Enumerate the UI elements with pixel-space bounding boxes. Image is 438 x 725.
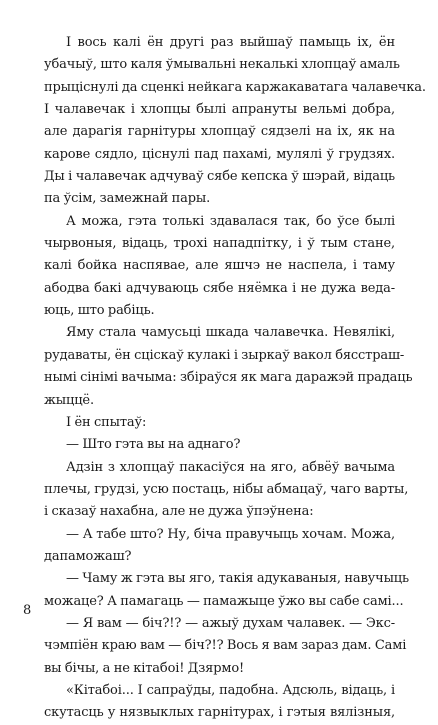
text-line: можаце? А памагаць — памажыце ўжо вы сабе самі... xyxy=(44,593,404,609)
text-line: абодва бакі адчуваюць сябе няёмка і не дужа веда- xyxy=(44,280,395,296)
text-line: вы бічы, а не кітабоі! Дзярмо! xyxy=(44,660,245,676)
text-line: — А табе што? Ну, біча правучыць хочам. Можа, xyxy=(66,526,395,542)
text-line: Адзін з хлопцаў пакасіўся на яго, абвёў вачыма xyxy=(66,459,395,475)
text-line: I чалавечак і хлопцы былі апрануты вельмі добра, xyxy=(44,102,395,118)
text-line: Яму стала чамусьці шкада чалавечка. Невялікі, xyxy=(66,325,395,341)
text-line: нымі сінімі вачыма: збіраўся як мага даражэй прадаць xyxy=(44,370,413,386)
text-line: «Кітабоі... I сапраўды, падобна. Адсюль, відаць, і xyxy=(66,682,395,698)
text-line: і сказаў нахабна, але не дужа ўпэўнена: xyxy=(44,504,314,520)
text-line: А можа, гэта толькі здавалася так, бо ўсе былі xyxy=(66,213,395,229)
text-line: дапаможаш? xyxy=(44,548,132,564)
page-number: 8 xyxy=(23,603,32,618)
text-line: па ўсім, замежнай пары. xyxy=(44,191,211,207)
text-line: — Я вам — біч?!? — ажыў духам чалавек. — Экс- xyxy=(66,615,395,631)
text-line: I вось калі ён другі раз выйшаў памыць іх, ён xyxy=(66,35,395,50)
text-line: але дарагія гарнітуры хлопцаў сядзелі на іх, як на xyxy=(44,124,395,140)
text-line: рудаваты, ён сціскаў кулакі і зыркаў вакол бясстраш- xyxy=(44,347,405,363)
text-line: прыціснулі да сценкі нейкага каржакаватага чалавечка. xyxy=(44,79,426,95)
text-line: Ды і чалавечак адчуваў сябе кепска ў шэрай, відаць xyxy=(44,169,395,185)
text-line: карове сядло, ціснулі пад пахамі, мулялі ў грудзях. xyxy=(44,146,395,162)
text-line: I ён спытаў: xyxy=(66,414,147,430)
text-line: — Чаму ж гэта вы яго, такія адукаваныя, навучыць xyxy=(66,571,409,587)
text-line: чэмпіён краю вам — біч?!? Вось я вам зараз дам. Самі xyxy=(44,638,407,654)
text-line: юць, што рабіць. xyxy=(44,303,155,319)
text-line: — Што гэта вы на аднаго? xyxy=(66,437,241,453)
text-line: чырвоныя, відаць, трохі нападпітку, і ў тым стане, xyxy=(44,236,395,252)
book-page-text xyxy=(44,32,426,725)
text-line: плечы, грудзі, усю постаць, нібы абмацаў, чаго варты, xyxy=(44,481,409,497)
text-line: убачыў, што каля ўмывальні некалькі хлопцаў амаль xyxy=(44,57,400,73)
text-line: калі бойка наспявае, але яшчэ не наспела, і таму xyxy=(44,258,395,274)
text-line: жыццё. xyxy=(44,392,94,408)
text-line: скутасць у нязвыклых гарнітурах, і гэтыя вялізныя, xyxy=(44,705,395,721)
